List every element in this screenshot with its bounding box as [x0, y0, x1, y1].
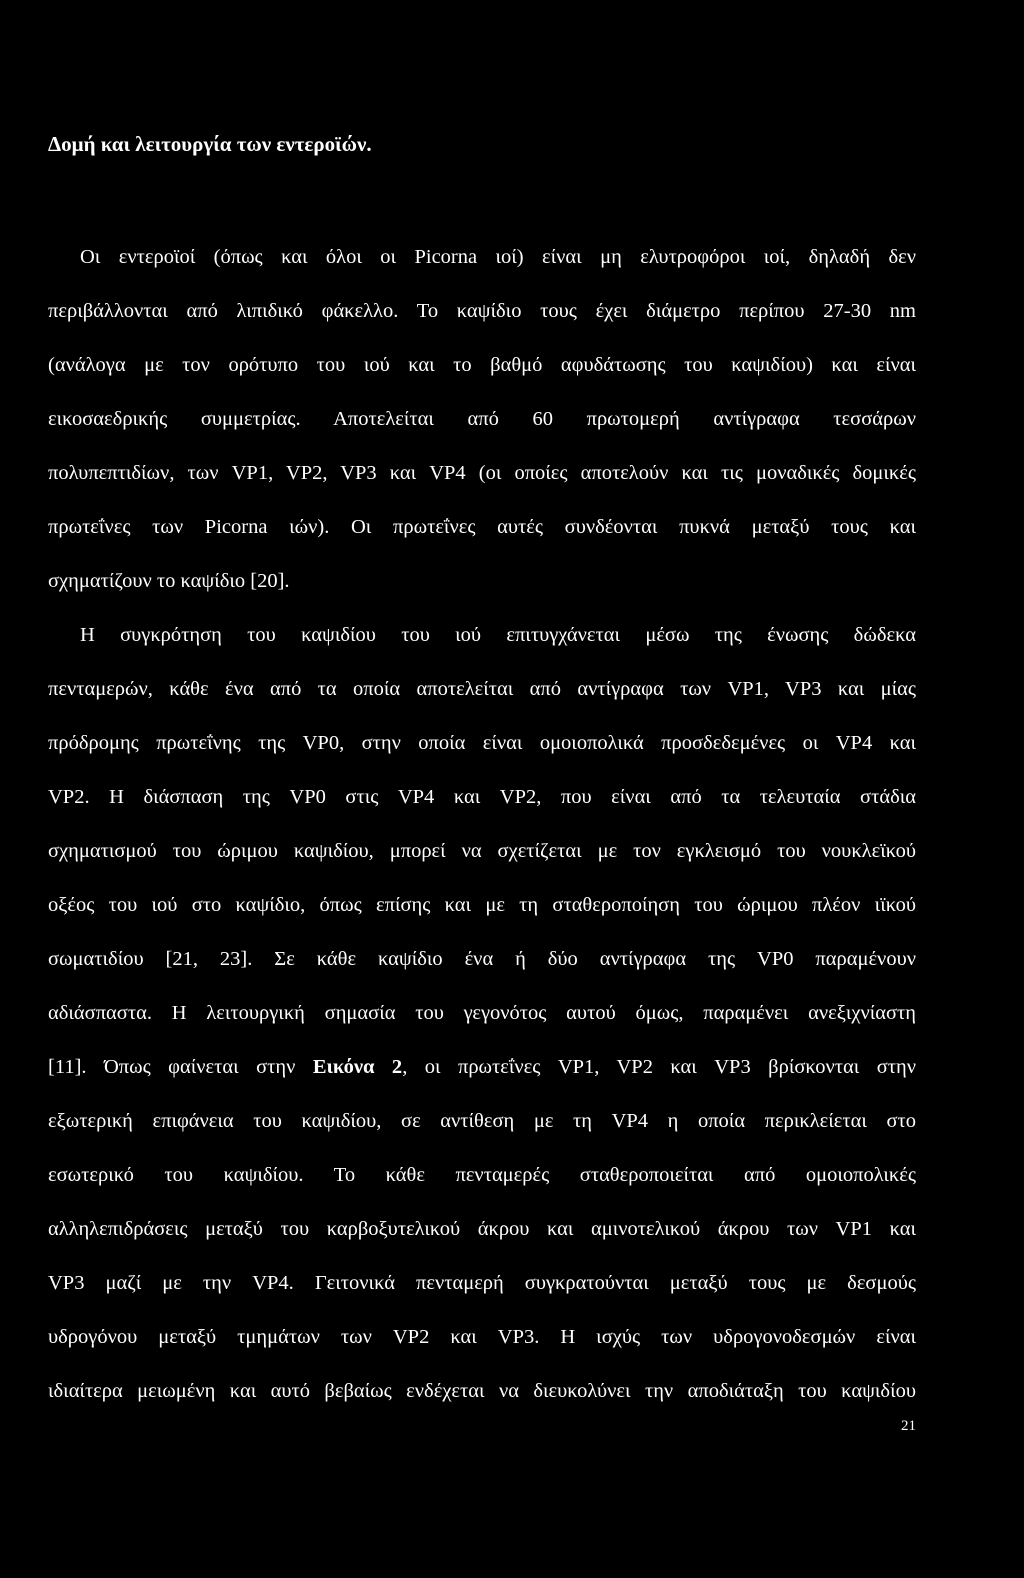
paragraph-line: πολυπεπτιδίων, των VP1, VP2, VP3 και VP4 (οι οποίες αποτελούν και τις μοναδικές δομικές	[48, 462, 916, 484]
paragraph-line: σχηματισμού του ώριμου καψιδίου, μπορεί να σχετίζεται με τον εγκλεισμό του νουκλεϊκού	[48, 840, 916, 862]
paragraph-line: VP2. Η διάσπαση της VP0 στις VP4 και VP2, που είναι από τα τελευταία στάδια	[48, 786, 916, 808]
paragraph-line-with-figure-reference	[48, 1051, 916, 1083]
paragraph-line: VP3 μαζί με την VP4. Γειτονικά πενταμερή συγκρατούνται μεταξύ τους με δεσμούς	[48, 1272, 916, 1294]
paragraph-line: πρωτεΐνες των Picorna ιών). Οι πρωτεΐνες αυτές συνδέονται πυκνά μεταξύ τους και	[48, 516, 916, 538]
paragraph-line: αλληλεπιδράσεις μεταξύ του καρβοξυτελικού άκρου και αμινοτελικού άκρου των VP1 και	[48, 1218, 916, 1240]
paragraph-line: υδρογόνου μεταξύ τμημάτων των VP2 και VP3. Η ισχύς των υδρογονοδεσμών είναι	[48, 1326, 916, 1348]
paragraph-line: ιδιαίτερα μειωμένη και αυτό βεβαίως ενδέχεται να διευκολύνει την αποδιάταξη του καψιδίου	[48, 1380, 916, 1402]
paragraph-line: οξέος του ιού στο καψίδιο, όπως επίσης και με τη σταθεροποίηση του ώριμου πλέον ιϊκού	[48, 894, 916, 916]
paragraph-line: σχηματίζουν το καψίδιο [20].	[48, 570, 290, 592]
line-text: [11]. Όπως φαίνεται στην	[48, 1056, 313, 1078]
paragraph-line: Οι εντεροϊοί (όπως και όλοι οι Picorna ιοί) είναι μη ελυτροφόροι ιοί, δηλαδή δεν	[80, 246, 916, 268]
figure-reference: Εικόνα 2	[312, 1056, 403, 1078]
paragraph-line: εικοσαεδρικής συμμετρίας. Αποτελείται από 60 πρωτομερή αντίγραφα τεσσάρων	[48, 408, 916, 430]
line-text: , οι πρωτεΐνες VP1, VP2 και VP3 βρίσκονται στην	[402, 1056, 916, 1078]
paragraph-line: Η συγκρότηση του καψιδίου του ιού επιτυγχάνεται μέσω της ένωσης δώδεκα	[80, 624, 916, 646]
paragraph-line: αδιάσπαστα. Η λειτουργική σημασία του γεγονότος αυτού όμως, παραμένει ανεξιχνίαστη	[48, 1002, 916, 1024]
paragraph-line: πρόδρομης πρωτεΐνης της VP0, στην οποία είναι ομοιοπολικά προσδεδεμένες οι VP4 και	[48, 732, 916, 754]
paragraph-line: σωματιδίου [21, 23]. Σε κάθε καψίδιο ένα ή δύο αντίγραφα της VP0 παραμένουν	[48, 948, 916, 970]
page-number: 21	[901, 1418, 916, 1434]
paragraph-line: εσωτερικό του καψιδίου. Το κάθε πενταμερές σταθεροποιείται από ομοιοπολικές	[48, 1164, 916, 1186]
paragraph-line: πενταμερών, κάθε ένα από τα οποία αποτελείται από αντίγραφα των VP1, VP3 και μίας	[48, 678, 916, 700]
section-heading: Δομή και λειτουργία των εντεροϊών.	[48, 132, 372, 156]
paragraph-line: εξωτερική επιφάνεια του καψιδίου, σε αντίθεση με τη VP4 η οποία περικλείεται στο	[48, 1110, 916, 1132]
paragraph-line: (ανάλογα με τον ορότυπο του ιού και το βαθμό αφυδάτωσης του καψιδίου) και είναι	[48, 354, 916, 376]
paragraph-line: περιβάλλονται από λιπιδικό φάκελλο. Το καψίδιο τους έχει διάμετρο περίπου 27-30 nm	[48, 300, 916, 322]
